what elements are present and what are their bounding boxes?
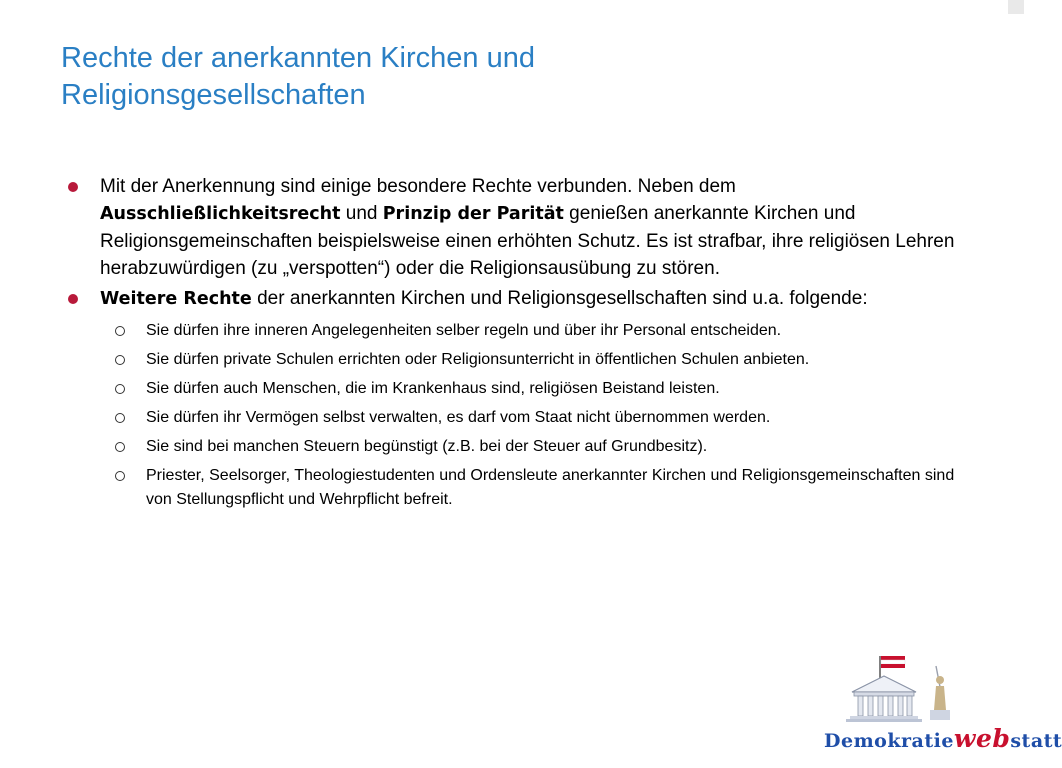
corner-mark <box>1008 0 1024 14</box>
sub-bullet-item <box>62 435 962 459</box>
bullet-2-text-a: der anerkannten Kirchen und Religionsgesellschaften sind u.a. folgende: <box>251 288 868 309</box>
bullet-2-bold-a: Weitere Rechte <box>100 289 252 309</box>
ring-bullet-icon <box>115 442 125 452</box>
sub-bullet-text: Priester, Seelsorger, Theologiestudenten und Ordensleute anerkannter Kirchen und Religionsgemeinschaften sind von Stellungspflicht und Wehrpflicht befreit. <box>146 467 955 508</box>
bullet-1-text-c: genießen anerkannte Kirchen und Religionsgemeinschaften beispielsweise einen erhöhten Schutz. Es ist strafbar, ihre religiösen Lehren herabzuwürdigen (zu „verspotten“) oder die Religionsausübung zu stören. <box>100 203 955 279</box>
ring-bullet-icon <box>115 326 125 336</box>
ring-bullet-icon <box>115 355 125 365</box>
sub-bullet-text: Sie dürfen auch Menschen, die im Krankenhaus sind, religiösen Beistand leisten. <box>146 380 720 397</box>
logo-text-demokratie: Demokratie <box>824 730 954 752</box>
bullet-dot-icon <box>68 294 78 304</box>
slide-title <box>61 40 961 114</box>
logo-text-statt: statt <box>1010 730 1062 752</box>
ring-bullet-icon <box>115 384 125 394</box>
logo-wordmark <box>824 724 1062 753</box>
demokratiewebstatt-logo <box>818 648 1062 762</box>
ring-bullet-icon <box>115 471 125 481</box>
slide-title-line-2: Religionsgesellschaften <box>61 79 366 111</box>
bullet-1-bold-b: Prinzip der Parität <box>382 204 564 224</box>
logo-text-web: web <box>953 724 1011 753</box>
sub-bullet-item <box>62 406 962 430</box>
sub-bullet-item <box>62 464 962 512</box>
bullet-dot-icon <box>68 182 78 192</box>
sub-bullet-list <box>62 319 962 512</box>
slide-content <box>62 173 962 517</box>
bullet-1-bold-a: Ausschließlichkeitsrecht <box>100 204 341 224</box>
bullet-1-text-b: und <box>340 203 383 224</box>
sub-bullet-text: Sie dürfen ihre inneren Angelegenheiten selber regeln und über ihr Personal entscheiden. <box>146 322 782 339</box>
bullet-item-2 <box>62 285 962 313</box>
sub-bullet-item <box>62 319 962 343</box>
sub-bullet-text: Sie dürfen private Schulen errichten oder Religionsunterricht in öffentlichen Schulen anbieten. <box>146 351 810 368</box>
sub-bullet-item <box>62 377 962 401</box>
bullet-1-text-a: Mit der Anerkennung sind einige besondere Rechte verbunden. Neben dem <box>100 176 736 197</box>
slide-title-line-1: Rechte der anerkannten Kirchen und <box>61 42 535 74</box>
ring-bullet-icon <box>115 413 125 423</box>
sub-bullet-item <box>62 348 962 372</box>
sub-bullet-text: Sie dürfen ihr Vermögen selbst verwalten, es darf vom Staat nicht übernommen werden. <box>146 409 771 426</box>
sub-bullet-text: Sie sind bei manchen Steuern begünstigt (z.B. bei der Steuer auf Grundbesitz). <box>146 438 708 455</box>
bullet-item-1 <box>62 173 962 282</box>
